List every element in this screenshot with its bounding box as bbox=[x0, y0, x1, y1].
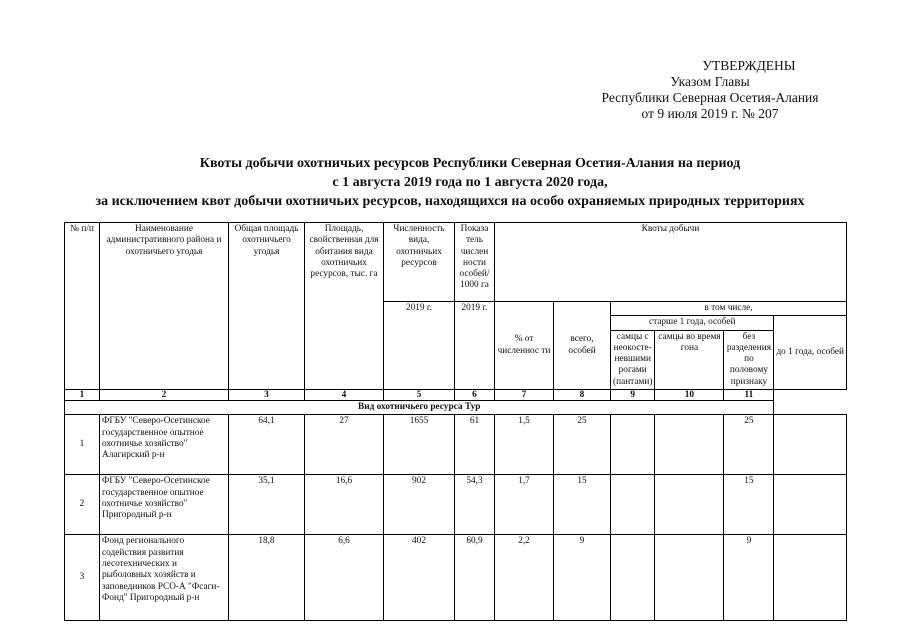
header-total: всего, особей bbox=[554, 302, 611, 390]
row-name: Фонд регионального содействия развития лесотехнических и рыболовных хозяйств и заповедников РСО-А "Фсаги-Фонд" Пригородный р-н bbox=[100, 535, 229, 621]
header-including: в том числе, bbox=[611, 302, 847, 316]
row-num: 1 bbox=[65, 415, 100, 475]
column-number: 9 bbox=[611, 390, 655, 401]
column-number: 6 bbox=[455, 390, 495, 401]
header-percent: % от численнос ти bbox=[495, 302, 554, 390]
table-row bbox=[65, 415, 847, 475]
row-males-rut bbox=[655, 535, 724, 621]
column-number: 7 bbox=[495, 390, 554, 401]
row-males bbox=[611, 475, 655, 535]
row-population: 1655 bbox=[384, 415, 455, 475]
row-total: 25 bbox=[554, 415, 611, 475]
row-males bbox=[611, 415, 655, 475]
header-population-year: 2019 г. bbox=[384, 302, 455, 390]
header-habitat-area: Площадь, свойственная для обитания вида охотничьих ресурсов, тыс. га bbox=[305, 223, 384, 390]
title-line-2: с 1 августа 2019 года по 1 августа 2020 года, bbox=[332, 175, 608, 190]
column-number: 5 bbox=[384, 390, 455, 401]
row-name: ФГБУ "Северо-Осетинское государственное опытное охотничье хозяйство" Пригородный р-н bbox=[100, 475, 229, 535]
species-row bbox=[65, 401, 847, 415]
row-density: 54,3 bbox=[455, 475, 495, 535]
species-title: Вид охотничьего ресурса Тур bbox=[65, 401, 774, 415]
row-males-rut bbox=[655, 415, 724, 475]
header-males-rut: самцы во время гона bbox=[655, 330, 724, 389]
row-percent: 2,2 bbox=[495, 535, 554, 621]
header-district: Наименование административного района и охотничьего угодья bbox=[100, 223, 229, 390]
row-total-area: 35,1 bbox=[229, 475, 305, 535]
table-row bbox=[65, 475, 847, 535]
header-density-year: 2019 г. bbox=[455, 302, 495, 390]
row-density: 60,9 bbox=[455, 535, 495, 621]
column-number: 10 bbox=[655, 390, 724, 401]
approval-block bbox=[560, 58, 860, 122]
title-line-3: за исключением квот добычи охотничьих ресурсов, находящихся на особо охраняемых природных территориях bbox=[95, 194, 805, 209]
row-density: 61 bbox=[455, 415, 495, 475]
row-population: 402 bbox=[384, 535, 455, 621]
document-title bbox=[20, 154, 880, 211]
title-line-1: Квоты добычи охотничьих ресурсов Республики Северная Осетия-Алания на период bbox=[199, 156, 741, 171]
column-number: 3 bbox=[229, 390, 305, 401]
header-young: до 1 года, особей bbox=[774, 316, 847, 390]
approval-heading: УТВЕРЖДЕНЫ bbox=[702, 58, 796, 73]
header-no-sex: без разделения по половому признаку bbox=[724, 330, 774, 389]
header-density: Показа тель числен ности особей/ 1000 га bbox=[455, 223, 495, 302]
header-older: старше 1 года, особей bbox=[611, 316, 774, 330]
row-young bbox=[774, 415, 847, 475]
row-habitat-area: 6,6 bbox=[305, 535, 384, 621]
column-number-row bbox=[65, 390, 847, 401]
header-num: № п/п bbox=[65, 223, 100, 390]
approval-republic: Республики Северная Осетия-Алания bbox=[601, 90, 819, 105]
header-quotas: Квоты добычи bbox=[495, 223, 847, 302]
approval-date: от 9 июля 2019 г. № 207 bbox=[641, 106, 779, 121]
row-percent: 1,7 bbox=[495, 475, 554, 535]
column-number: 2 bbox=[100, 390, 229, 401]
header-total-area: Общая площадь охотничьего угодья bbox=[229, 223, 305, 390]
row-num: 2 bbox=[65, 475, 100, 535]
column-number: 11 bbox=[724, 390, 774, 401]
row-percent: 1,5 bbox=[495, 415, 554, 475]
row-population: 902 bbox=[384, 475, 455, 535]
row-no-sex: 9 bbox=[724, 535, 774, 621]
row-total-area: 64,1 bbox=[229, 415, 305, 475]
row-males-rut bbox=[655, 475, 724, 535]
column-number: 4 bbox=[305, 390, 384, 401]
table-row bbox=[65, 535, 847, 621]
quota-table bbox=[64, 222, 847, 621]
row-no-sex: 15 bbox=[724, 475, 774, 535]
row-males bbox=[611, 535, 655, 621]
approval-decree: Указом Главы bbox=[670, 74, 750, 89]
row-habitat-area: 27 bbox=[305, 415, 384, 475]
row-no-sex: 25 bbox=[724, 415, 774, 475]
row-young bbox=[774, 475, 847, 535]
row-young bbox=[774, 535, 847, 621]
column-number: 8 bbox=[554, 390, 611, 401]
header-males: самцы с неокосте-невшими рогами (пантами) bbox=[611, 330, 655, 389]
row-total: 15 bbox=[554, 475, 611, 535]
row-habitat-area: 16,6 bbox=[305, 475, 384, 535]
row-name: ФГБУ "Северо-Осетинское государственное опытное охотничье хозяйство" Алагирский р-н bbox=[100, 415, 229, 475]
header-population: Численность вида, охотничьих ресурсов bbox=[384, 223, 455, 302]
row-total-area: 18,8 bbox=[229, 535, 305, 621]
row-total: 9 bbox=[554, 535, 611, 621]
row-num: 3 bbox=[65, 535, 100, 621]
column-number: 1 bbox=[65, 390, 100, 401]
